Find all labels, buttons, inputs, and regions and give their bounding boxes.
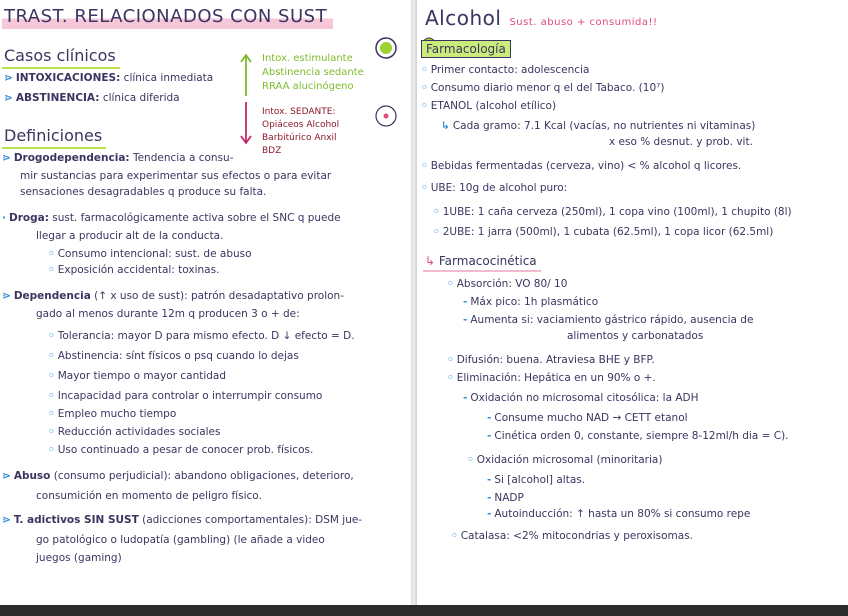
def-line: ◦ Uso continuado a pesar de conocer prob. físicos. [48,444,314,456]
fc-line: - Autoinducción: ↑ hasta un 80% si consumo repe [487,508,751,520]
fc-line: ◦ Catalasa: <2% mitocondrias y peroxisomas. [451,530,694,542]
def-line: gado al menos durante 12m q producen 3 o + de: [36,308,300,320]
def-line: ⋗ Dependencia (↑ x uso de sust): patrón desadaptativo prolon- [2,290,344,302]
arrow-up-icon [240,52,252,98]
casos-item-intoxicaciones: ⋗ INTOXICACIONES: clínica inmediata [4,72,214,84]
fc-line: - Máx pico: 1h plasmático [463,296,599,308]
fc-line: - NADP [487,492,524,504]
page-title: TRAST. RELACIONADOS CON SUST [2,6,333,29]
fc-line: ◦ Oxidación microsomal (minoritaria) [467,454,663,466]
def-line: consumición en momento de peligro físico. [36,490,262,502]
casos-item-abstinencia: ⋗ ABSTINENCIA: clínica diferida [4,92,180,104]
def-line: ◦ Tolerancia: mayor D para mismo efecto. D ↓ efecto = D. [48,330,355,342]
fc-line: ◦ Eliminación: Hepática en un 90% o +. [447,372,656,384]
def-line: ◦ Consumo intencional: sust. de abuso [48,248,252,260]
def-line: ⋗ Abuso (consumo perjudicial): abandono obligaciones, deterioro, [2,470,354,482]
def-line: llegar a producir alt de la conducta. [36,230,224,242]
farm-line: ◦ ETANOL (alcohol etílico) [421,100,557,112]
legend-red: Intox. SEDANTE: Opiáceos Alcohol Barbitúrico Anxil BDZ [262,107,340,156]
def-line: ⋗ T. adictivos SIN SUST (adicciones comportamentales): DSM jue- [2,514,363,526]
page-title-alcohol: Alcohol Sust. abuso + consumida!! [425,6,658,30]
def-line: ◦ Incapacidad para controlar o interrumpir consumo [48,390,323,402]
def-line: ◦ Mayor tiempo o mayor cantidad [48,370,227,382]
heading-farmacocinetica: ↳ Farmacocinética [423,254,541,272]
def-line: ⋗ Drogodependencia: Tendencia a consu- [2,152,234,164]
farm-line: ◦ 2UBE: 1 jarra (500ml), 1 cubata (62.5ml), 1 copa licor (62.5ml) [433,226,774,238]
legend-green: Intox. estimulante Abstinencia sedante RRAA alucinógeno [262,53,364,92]
fc-line: - Oxidación no microsomal citosólica: la ADH [463,392,699,404]
def-line: mir sustancias para experimentar sus efectos o para evitar [20,170,332,182]
farm-line: ↳ Cada gramo: 7.1 Kcal (vacías, no nutrientes ni vitaminas) [441,120,756,132]
farm-line: x eso % desnut. y prob. vit. [609,136,753,148]
farm-line: ◦ Consumo diario menor q el del Tabaco. (10⁷) [421,82,665,94]
green-dot-icon [374,36,398,60]
def-line: go patológico o ludopatía (gambling) (le añade a video [36,534,325,546]
def-line: ◦ Empleo mucho tiempo [48,408,177,420]
farm-line: ◦ Bebidas fermentadas (cerveza, vino) < % alcohol q licores. [421,160,742,172]
heading-casos-clinicos: Casos clínicos [2,46,120,69]
fc-line: - Si [alcohol] altas. [487,474,586,486]
farm-line: ◦ Primer contacto: adolescencia [421,64,590,76]
def-line: ◦ Exposición accidental: toxinas. [48,264,220,276]
heading-farmacologia: Farmacología [421,40,511,58]
farm-line: ◦ UBE: 10g de alcohol puro: [421,182,568,194]
fc-line: alimentos y carbonatados [567,330,704,342]
farm-line: ◦ 1UBE: 1 caña cerveza (250ml), 1 copa vino (100ml), 1 chupito (8l) [433,206,792,218]
fc-line: ◦ Absorción: VO 80/ 10 [447,278,568,290]
pink-dot-icon [374,104,398,128]
fc-line: - Consume mucho NAD → CETT etanol [487,412,688,424]
fc-line: - Aumenta si: vaciamiento gástrico rápido, ausencia de [463,314,754,326]
def-line: juegos (gaming) [36,552,122,564]
heading-definiciones: Definiciones [2,126,106,149]
def-line: ◦ Abstinencia: sínt físicos o psq cuando lo dejas [48,350,299,362]
left-page [0,0,411,605]
right-page [417,0,848,605]
fc-line: - Cinética orden 0, constante, siempre 8-12ml/h dia = C). [487,430,789,442]
def-line: · Droga: sust. farmacológicamente activa sobre el SNC q puede [2,212,341,224]
fc-line: ◦ Difusión: buena. Atraviesa BHE y BFP. [447,354,655,366]
def-line: sensaciones desagradables q produce su falta. [20,186,267,198]
def-line: ◦ Reducción actividades sociales [48,426,221,438]
arrow-down-icon [240,100,252,146]
